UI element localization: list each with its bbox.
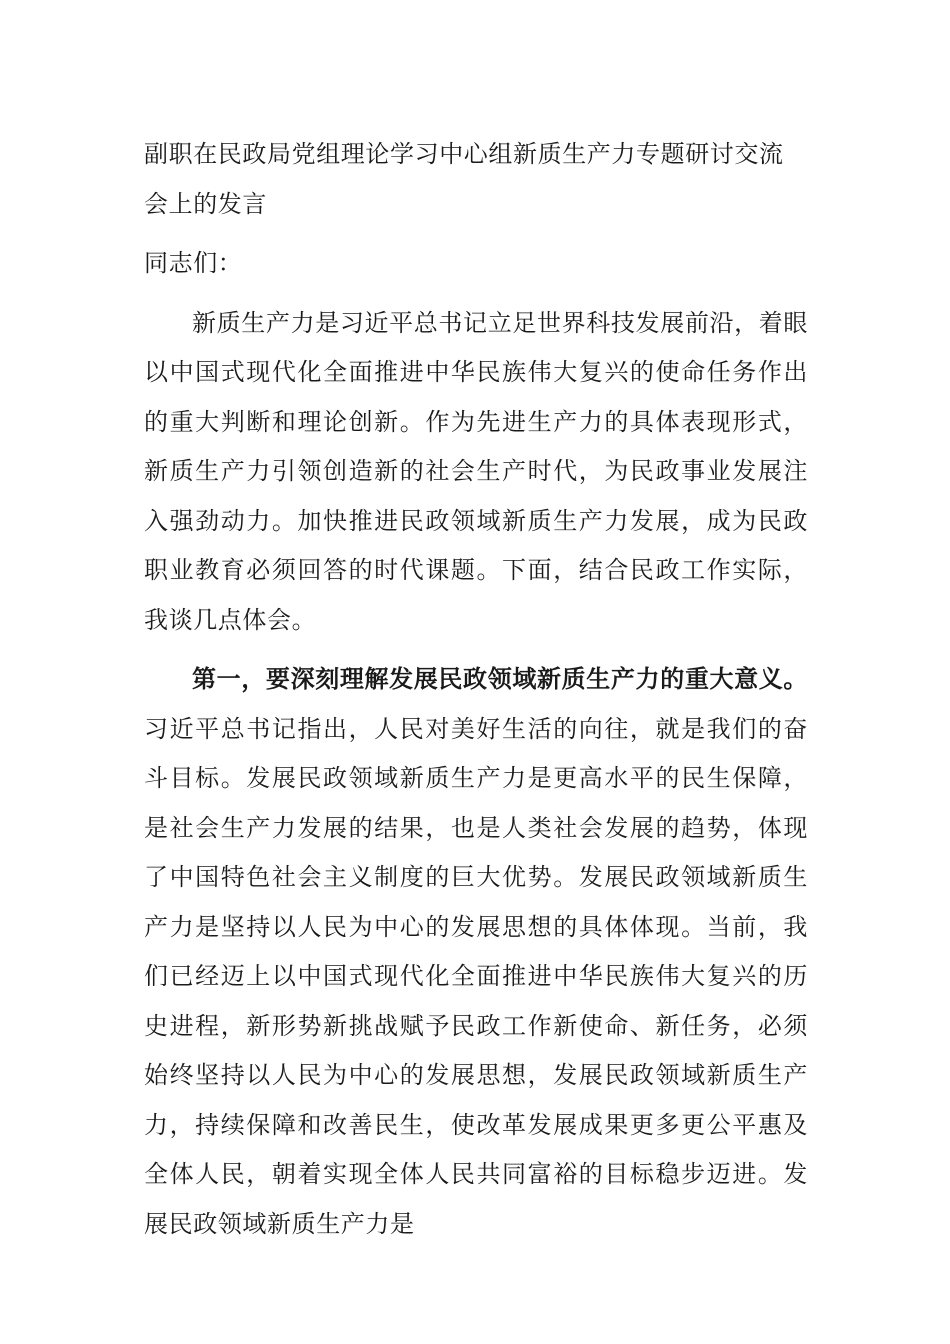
- paragraph-lead: 第一，要深刻理解发展民政领域新质生产力的重大意义。: [192, 665, 808, 693]
- salutation: 同志们：: [144, 249, 243, 277]
- paragraph-text: 新质生产力是习近平总书记立足世界科技发展前沿，着眼以中国式现代化全面推进中华民族伟大复兴的使命任务作出的重大判断和理论创新。作为先进生产力的具体表现形式，新质生产力引领创造新的社会生产时代，为民政事业发展注入强劲动力。加快推进民政领域新质生产力发展，成为民政职业教育必须回答的时代课题。下面，结合民政工作实际，我谈几点体会。: [144, 308, 808, 634]
- document-title: 副职在民政局党组理论学习中心组新质生产力专题研讨交流会上的发言: [144, 140, 784, 218]
- document-page: [144, 130, 808, 1259]
- paragraph-point-one: [144, 655, 808, 1249]
- paragraph-intro: [144, 299, 808, 646]
- paragraph-text: 习近平总书记指出，人民对美好生活的向往，就是我们的奋斗目标。发展民政领域新质生产力是更高水平的民生保障，是社会生产力发展的结果，也是人类社会发展的趋势，体现了中国特色社会主义制度的巨大优势。发展民政领域新质生产力是坚持以人民为中心的发展思想的具体体现。当前，我们已经迈上以中国式现代化全面推进中华民族伟大复兴的历史进程，新形势新挑战赋予民政工作新使命、新任务，必须始终坚持以人民为中心的发展思想，发展民政领域新质生产力，持续保障和改善民生，使改革发展成果更多更公平惠及全体人民，朝着实现全体人民共同富裕的目标稳步迈进。发展民政领域新质生产力是: [144, 714, 808, 1238]
